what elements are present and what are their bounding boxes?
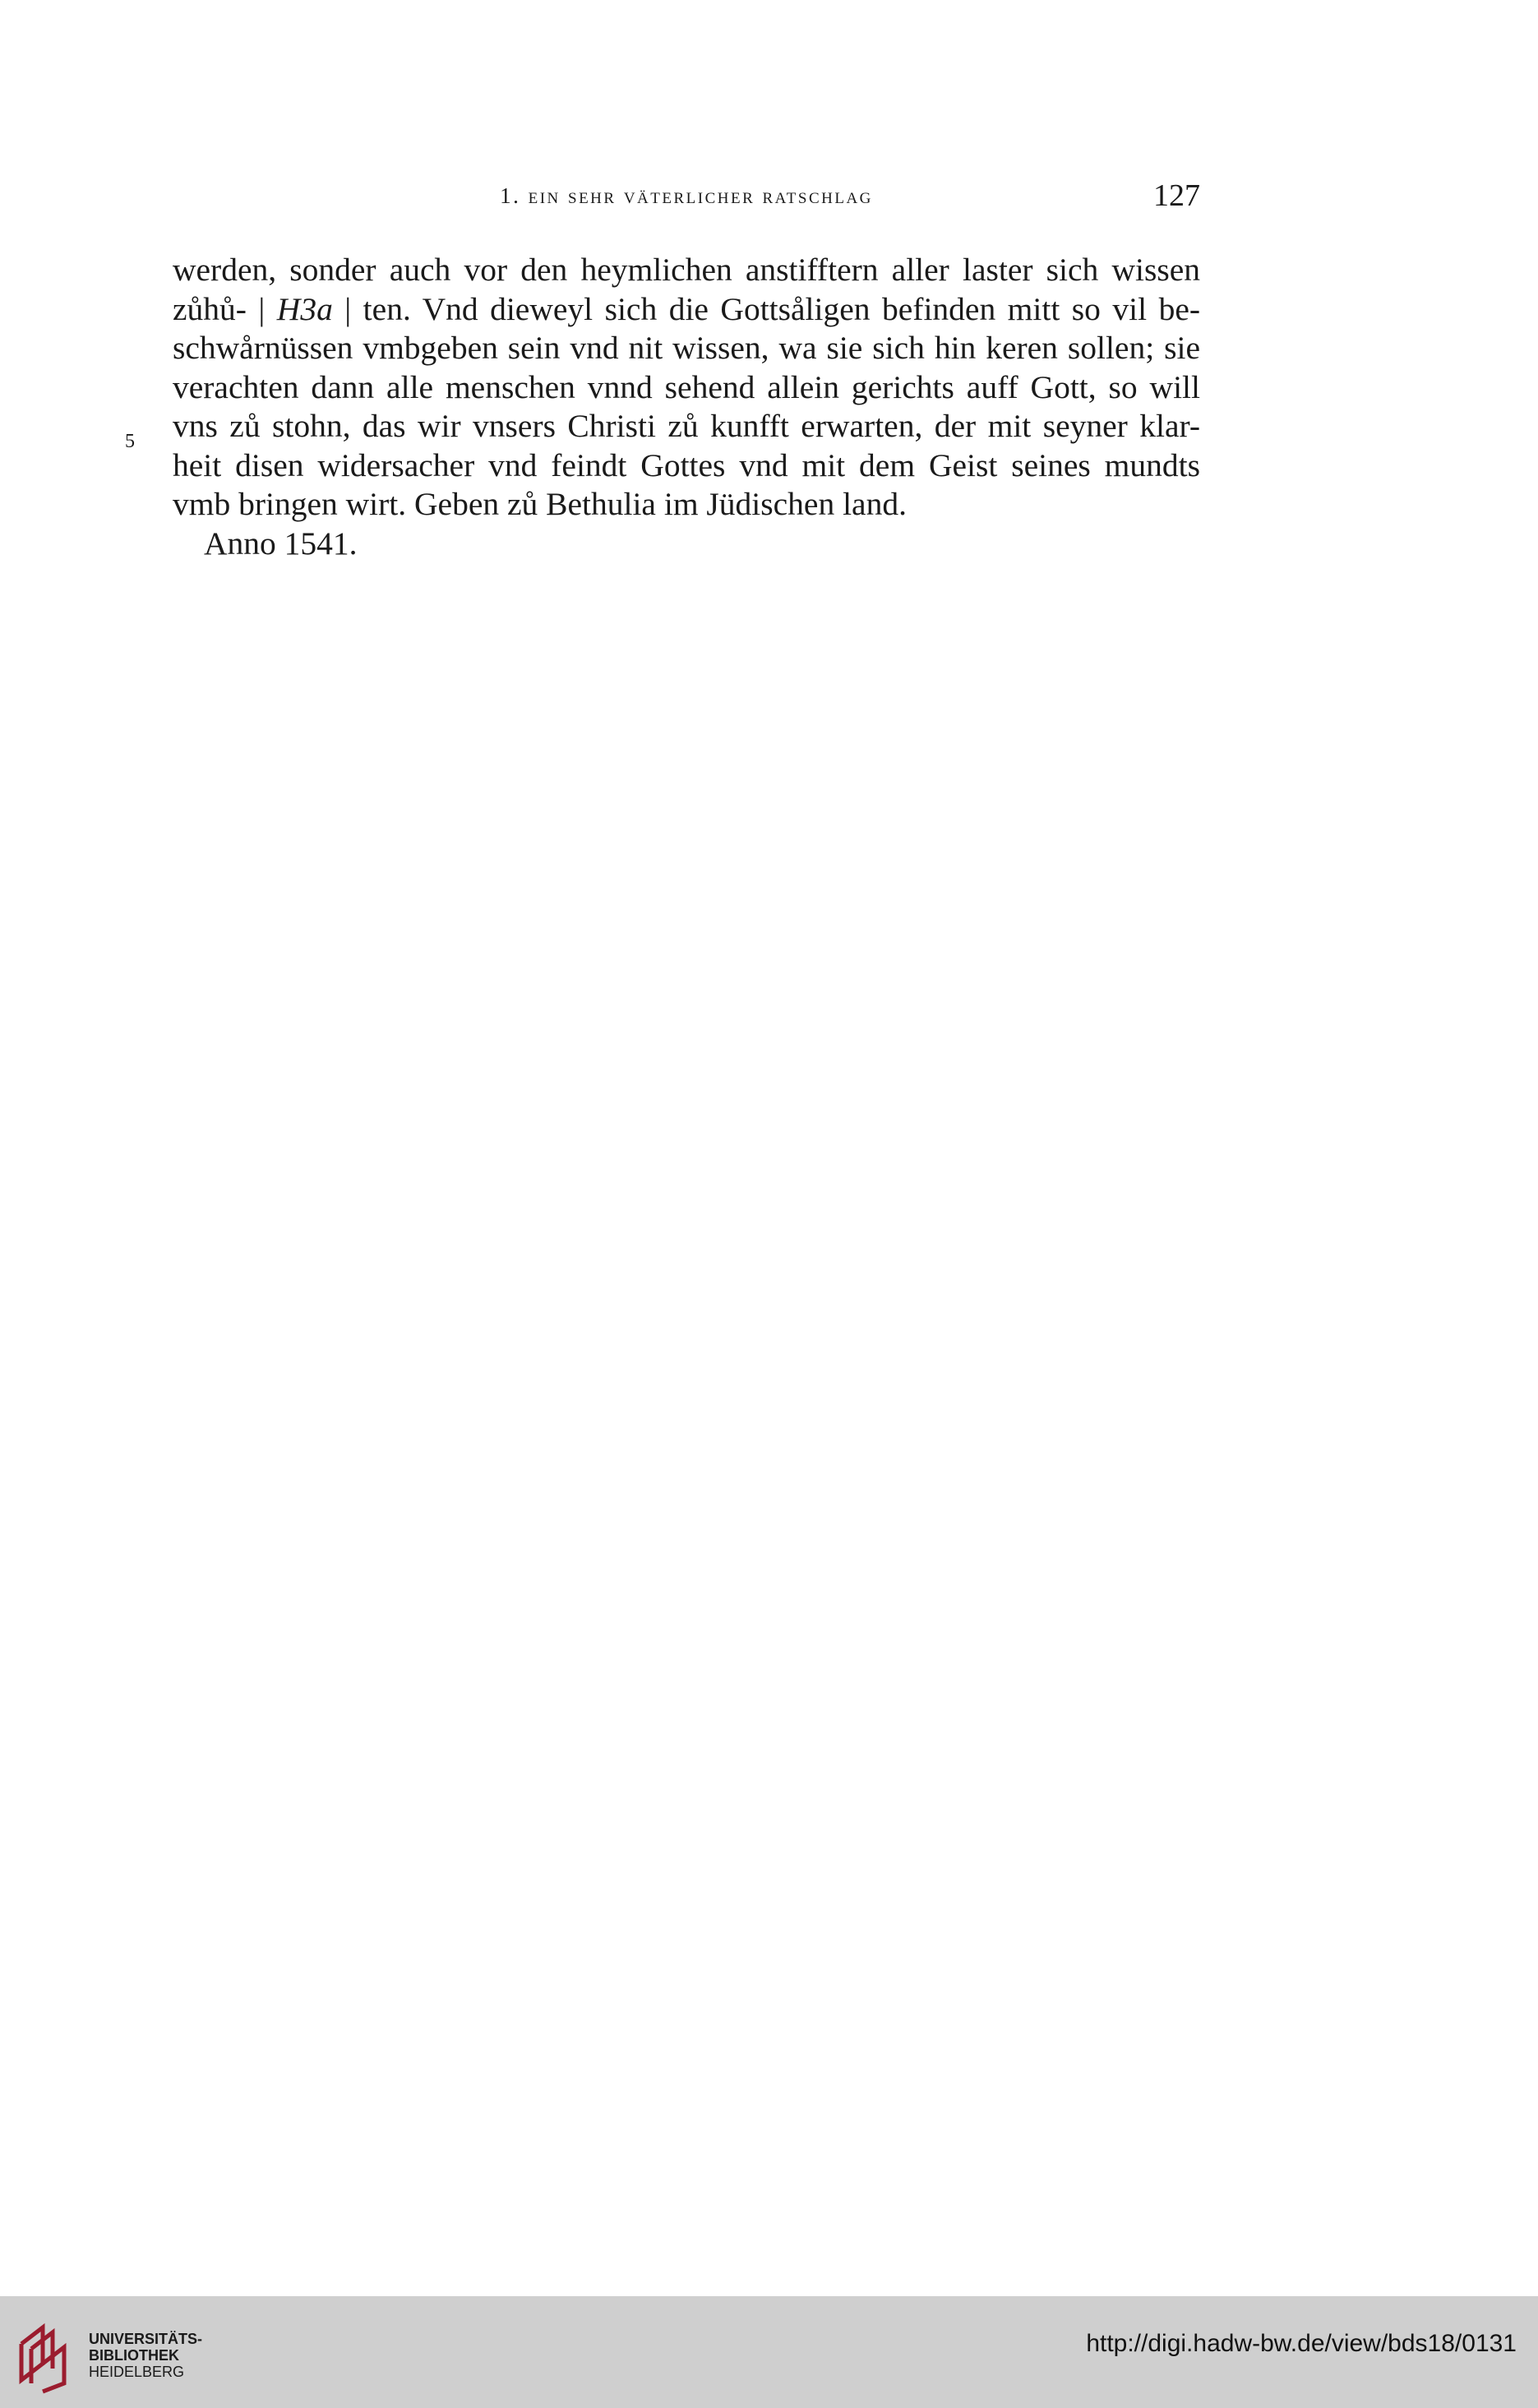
footer-bar (0, 2296, 1538, 2408)
signature-mark: H3a (276, 290, 333, 327)
text-line-2-start: zůhů- | (173, 290, 277, 327)
source-url-link[interactable]: http://digi.hadw-bw.de/view/bds18/0131 (1086, 2330, 1517, 2357)
line-number-marker: 5 (125, 431, 135, 452)
library-name-line-3: HEIDELBERG (89, 2364, 185, 2380)
body-text (173, 251, 1200, 563)
library-name-line-2: BIBLIOTHEK (89, 2347, 179, 2364)
text-line-6: heit disen widersacher vnd feindt Gottes vnd mit dem Geist seines mundts (173, 446, 1200, 483)
running-head (173, 179, 1200, 212)
library-name (89, 2331, 202, 2380)
text-line-2 (173, 290, 1200, 330)
text-line-1: werden, sonder auch vor den heymlichen anstifftern aller laster sich wissen (173, 252, 1200, 288)
text-line-5: vns zů stohn, das wir vnsers Christi zů kunfft erwarten, der mit seyner klar- (173, 408, 1200, 444)
library-name-line-1: UNIVERSITÄTS- (89, 2331, 203, 2347)
running-title: 1. ein sehr väterlicher ratschlag (500, 183, 873, 208)
text-line-2-end: | ten. Vnd dieweyl sich die Gottsåligen befinden mitt so vil be- (332, 290, 1200, 327)
page-number: 127 (1153, 178, 1200, 213)
text-line-3: schwårnüssen vmbgeben sein vnd nit wissen, wa sie sich hin keren sollen; sie (173, 330, 1200, 366)
date-line: Anno 1541. (204, 525, 358, 562)
library-logo-icon (15, 2313, 81, 2395)
text-line-7: vmb bringen wirt. Geben zů Bethulia im Jüdischen land. (173, 486, 907, 522)
text-line-4: verachten dann alle menschen vnnd sehend allein gerichts auff Gott, so will (173, 368, 1200, 405)
